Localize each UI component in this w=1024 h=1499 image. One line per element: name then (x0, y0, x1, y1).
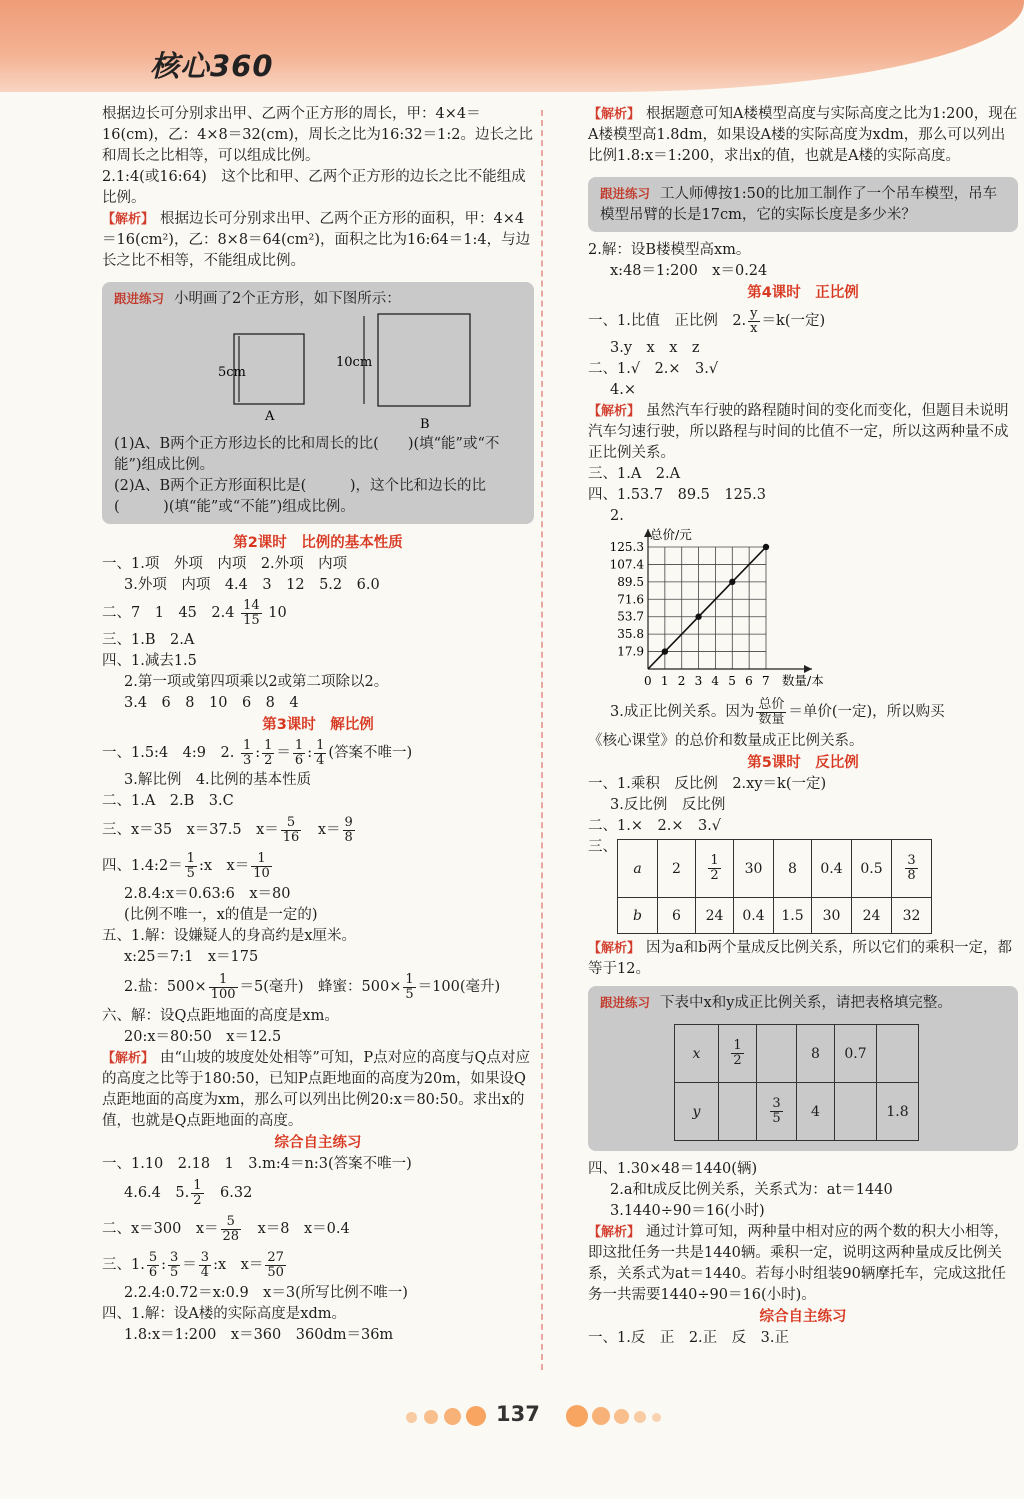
xy-table: x $\frac{1}{2}$ 8 0.7 y $\frac{3}{5}$ 4 1.8 (674, 1024, 919, 1141)
answer-line: 2.8.4:x＝0.63:6 x＝80 (124, 886, 291, 902)
answer-line: 2.盐：500× $\frac{1}{100}$ ＝5(毫升) 蜂蜜：500× $\frac{1}{5}$ ＝100(毫升) (124, 971, 501, 1002)
answer-paragraph: 根据边长可分别求出甲、乙两个正方形的周长，甲：4×4＝16(cm)，乙：4×8＝32(cm)，周长之比为16:32＝1:2。边长之比和周长之比相等，可以组成比例。 (102, 106, 533, 164)
answer-line: 三、1.A 2.A (588, 466, 681, 482)
y-tick-label: 17.9 (617, 644, 644, 659)
practice-tag: 跟进练习 (114, 291, 165, 306)
y-tick-label: 71.6 (617, 592, 644, 607)
page-decoration (400, 1402, 700, 1432)
answer-line: 二、7 1 45 2.4 $\frac{14}{15}$ 10 (102, 597, 287, 628)
answer-line: 20:x＝80:50 x＝12.5 (124, 1029, 282, 1045)
y-axis-label: 总价/元 (650, 527, 692, 542)
answer-line: 五、1.解：设嫌疑人的身高约是x厘米。 (102, 928, 357, 944)
data-point (695, 614, 701, 620)
answer-line: 四、1.减去1.5 (102, 653, 197, 669)
answer-line: 四、1.30×48＝1440(辆) (588, 1161, 758, 1177)
y-tick-label: 35.8 (617, 627, 644, 642)
answer-line: 2.2.4:0.72＝x:0.9 x＝3(所写比例不唯一) (124, 1285, 408, 1301)
answer-line: 3.外项 内项 4.4 3 12 5.2 6.0 (124, 577, 380, 593)
x-axis-label: 数量/本 (782, 673, 824, 688)
answer-line: x:48＝1:200 x＝0.24 (610, 263, 768, 279)
section-heading: 第3课时 解比例 (262, 717, 374, 733)
x-tick-label: 3 (694, 674, 703, 688)
analysis-text: 根据边长可分别求出甲、乙两个正方形的面积，甲：4×4＝16(cm²)，乙：8×8＝64(cm²)，面积之比为16:64＝1:4，与边长之比不相等，不能组成比例。 (102, 211, 531, 269)
x-tick-label: 4 (711, 674, 720, 688)
answer-line: 3.y x x z (610, 340, 700, 356)
x-tick-label: 5 (728, 674, 736, 688)
page-number: 137 (496, 1402, 540, 1426)
y-tick-label: 53.7 (617, 609, 644, 624)
square-label-a: A (265, 409, 275, 424)
answer-line: 2. (610, 508, 624, 524)
answer-line: 一、1.5:4 4:9 2. $\frac{1}{3}$ : $\frac{1}{2}$ ＝ $\frac{1}{6}$ : $\frac{1}{4}$ (答案不唯一) (102, 737, 413, 768)
column-divider (541, 110, 543, 1370)
answer-line: 一、1.比值 正比例 2. $\frac{y}{x}$ ＝k(一定) (588, 305, 826, 336)
answer-line: 2.a和t成反比例关系，关系式为：at＝1440 (610, 1182, 893, 1198)
practice-box: 跟进练习 工人师傅按1:50的比加工制作了一个吊车模型，吊车模型吊臂的长是17cm，它的实际长度是多少米？ (588, 177, 1018, 232)
analysis-paragraph: 【解析】 根据题意可知A楼模型高度与实际高度之比为1:200，现在A楼模型高1.8dm，如果设A楼的实际高度为xdm，那么可以列出比例1.8:x＝1:200，求出x的值，也就是A楼的实际高度。 (588, 106, 1018, 164)
brand-logo: 核心360 (150, 49, 274, 83)
analysis-paragraph: 【解析】 因为a和b两个量成反比例关系，所以它们的乘积一定，都等于12。 (588, 940, 1012, 977)
dim-label-a: 5cm (218, 365, 246, 380)
section-heading: 第4课时 正比例 (747, 285, 859, 301)
answer-line: 四、1.4:2＝ $\frac{1}{5}$ :x x＝ $\frac{1}{10}$ (102, 850, 270, 881)
analysis-paragraph: 【解析】 由“山坡的坡度处处相等”可知，P点对应的高度与Q点对应的高度之比等于180:50，已知P点距地面的高度为20m，如果设Q点距地面的高度为xm，那么可以列出比例20:x＝80:50。求出x的值，也就是Q点距地面的高度。 (102, 1050, 530, 1129)
answer-line: 六、解：设Q点距地面的高度是xm。 (102, 1008, 339, 1024)
y-tick-label: 107.4 (609, 557, 644, 572)
practice-box (102, 282, 534, 524)
analysis-tag: 【解析】 (102, 212, 155, 227)
ab-table: a 2 $\frac{1}{2}$ 30 8 0.4 0.5 $\frac{3}{8}$ b 6 24 0.4 1.5 30 24 32 (617, 839, 932, 934)
data-point (729, 579, 735, 585)
answer-item: 2.1:4(或16:64) 这个比和甲、乙两个正方形的边长之比不能组成比例。 (102, 169, 526, 206)
analysis-paragraph: 【解析】 通过计算可知，两种量中相对应的两个数的积大小相等，即这批任务一共是1440辆。乘积一定，说明这两种量成反比例关系，关系式为at＝1440。若每小时组装90辆摩托车，完成这批任务一共需要1440÷90＝16(小时)。 (588, 1224, 1009, 1303)
answer-line: (比例不唯一，x的值是一定的) (124, 907, 318, 923)
practice-question-1: (1)A、B两个正方形边长的比和周长的比( )(填“能”或“不能”)组成比例。 (114, 436, 500, 473)
practice-question-2: (2)A、B两个正方形面积比是( )，这个比和边长的比( )(填“能”或“不能”)组成比例。 (114, 478, 486, 515)
x-tick-label: 7 (762, 674, 770, 688)
answer-line: 3.解比例 4.比例的基本性质 (124, 772, 312, 788)
section-heading: 第2课时 比例的基本性质 (233, 535, 403, 551)
data-point (662, 648, 668, 654)
answer-line: 三、x＝35 x＝37.5 x＝ $\frac{5}{16}$ x＝ $\frac{9}{8}$ (102, 814, 353, 845)
ab-table-row: 三、 a 2 $\frac{1}{2}$ 30 8 0.4 0.5 $\frac{3}{8}$ b 6 24 0.4 1.5 30 24 32 (588, 837, 1018, 934)
right-column (588, 104, 1018, 1349)
answer-line: 四、1.53.7 89.5 125.3 (588, 487, 766, 503)
answer-line: 4.6.4 5. $\frac{1}{2}$ 6.32 (124, 1177, 253, 1208)
answer-line: 二、1.√ 2.× 3.√ (588, 361, 719, 377)
answer-line: 一、1.项 外项 内项 2.外项 内项 (102, 556, 348, 572)
analysis-paragraph: 【解析】 虽然汽车行驶的路程随时间的变化而变化，但题目未说明汽车匀速行驶，所以路程与时间的比值不一定，所以这两种量不成正比例关系。 (588, 403, 1009, 461)
practice-box: 跟进练习 下表中x和y成正比例关系，请把表格填完整。 x $\frac{1}{2}$ 8 0.7 y $\frac{3}{5}$ 4 1.8 (588, 986, 1018, 1151)
fraction: $\frac{14}{15}$ (243, 597, 260, 628)
answer-line: 一、1.10 2.18 1 3.m:4＝n:3(答案不唯一) (102, 1156, 412, 1172)
dim-label-b: 10cm (336, 355, 373, 370)
squares-figure (114, 312, 514, 430)
answer-line: 二、1.× 2.× 3.√ (588, 818, 722, 834)
answer-line: x:25＝7:1 x＝175 (124, 949, 259, 965)
left-column (102, 104, 534, 1346)
x-axis-arrow (804, 665, 812, 673)
answer-line: 3.4 6 8 10 6 8 4 (124, 695, 299, 711)
y-tick-label: 125.3 (609, 540, 644, 554)
answer-line: 《核心课堂》的总价和数量成正比例关系。 (588, 733, 864, 749)
square-label-b: B (420, 417, 430, 430)
practice-intro: 小明画了2个正方形，如下图所示： (174, 291, 401, 307)
section-heading: 综合自主练习 (759, 1309, 847, 1325)
section-heading: 第5课时 反比例 (747, 755, 859, 771)
answer-line: 3.反比例 反比例 (610, 797, 726, 813)
answer-line: 3.成正比例关系。因为 $\frac{\text{总价}}{\text{数量}}$ ＝单价(一定)，所以购买 (610, 696, 945, 727)
data-point (763, 544, 769, 550)
answer-line: 一、1.反 正 2.正 反 3.正 (588, 1330, 790, 1346)
answer-line: 三、1.B 2.A (102, 632, 195, 648)
x-tick-label: 1 (660, 674, 669, 688)
x-tick-label: 2 (677, 674, 686, 688)
price-quantity-chart (590, 527, 850, 693)
y-tick-label: 89.5 (617, 574, 644, 589)
answer-line: 四、1.解：设A楼的实际高度是xdm。 (102, 1306, 347, 1322)
x-tick-label: 6 (745, 674, 753, 688)
answer-line: 1.8:x＝1:200 x＝360 360dm＝36m (124, 1327, 394, 1343)
answer-line: 4.× (610, 382, 636, 398)
analysis-paragraph (102, 209, 534, 272)
section-heading: 综合自主练习 (274, 1135, 362, 1151)
answer-line: 一、1.乘积 反比例 2.xy＝k(一定) (588, 776, 827, 792)
answer-line: 2.解：设B楼模型高xm。 (588, 242, 751, 258)
answer-line: 二、x＝300 x＝ $\frac{5}{28}$ x＝8 x＝0.4 (102, 1213, 350, 1244)
answer-line: 二、1.A 2.B 3.C (102, 793, 234, 809)
square-b (378, 314, 470, 406)
x-tick-label: 0 (644, 674, 652, 688)
answer-line: 2.第一项或第四项乘以2或第二项除以2。 (124, 674, 389, 690)
answer-line: 3.1440÷90＝16(小时) (610, 1203, 765, 1219)
answer-line: 三、1. $\frac{5}{6}$ : $\frac{3}{5}$ ＝ $\frac{3}{4}$ :x x＝ $\frac{27}{50}$ (102, 1249, 284, 1280)
